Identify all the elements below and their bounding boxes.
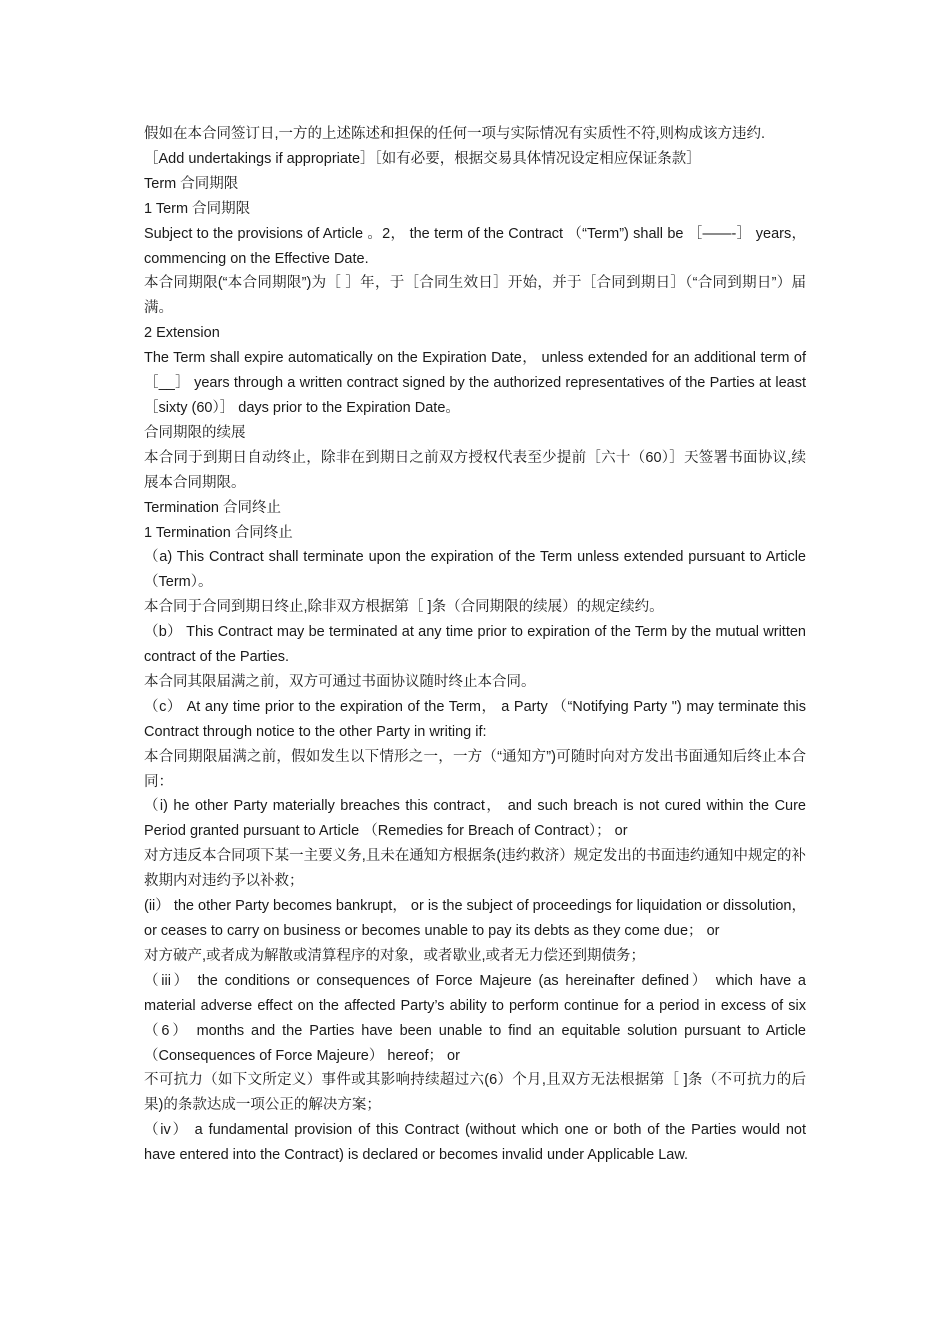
clause-ii-en: (ii） the other Party becomes bankrupt， or is the subject of proceedings for liquidation or dissolution， or ceases to carry on business or becomes unable to pay its debts as they come due； or [144,898,806,939]
clause-iii-en: （iii） the conditions or consequences of Force Majeure (as hereinafter defined） which have a material adverse effect on the affected Party’s ability to perform continue for a period in excess of six （6） months and the Parties have been unable to find an equitable solution pursuant to Article （Consequences of Force Majeure） hereof； or [144,972,806,1064]
heading-term: Term 合同期限 [144,175,239,192]
paragraph-term-zh: 本合同期限(“本合同期限”)为［ ］年，于［合同生效日］开始，并于［合同到期日］（“合同到期日”）届满。 [144,275,806,317]
subheading-extension: 2 Extension [144,325,220,342]
paragraph-add-undertakings: ［Add undertakings if appropriate］［如有必要，根据交易具体情况设定相应保证条款］ [144,150,701,167]
paragraph-extension-zh: 本合同于到期日自动终止，除非在到期日之前双方授权代表至少提前［六十（60）］天签署书面协议,续展本合同期限。 [144,449,806,491]
clause-ii-zh: 对方破产,或者成为解散或清算程序的对象，或者歇业,或者无力偿还到期债务； [144,947,646,964]
clause-b-zh: 本合同其限届满之前，双方可通过书面协议随时终止本合同。 [144,673,536,690]
document-body [144,122,806,1168]
clause-b-en: （b） This Contract may be terminated at any time prior to expiration of the Term by the mutual written contract of the Parties. [144,624,806,666]
subheading-term: 1 Term 合同期限 [144,200,251,217]
clause-a-en: （a) This Contract shall terminate upon the expiration of the Term unless extended pursuant to Article （Term）。 [144,549,806,591]
heading-termination: Termination 合同终止 [144,499,281,516]
clause-c-zh: 本合同期限届满之前，假如发生以下情形之一，一方（“通知方”)可随时向对方发出书面通知后终止本合同： [144,748,806,790]
clause-i-en: （i) he other Party materially breaches this contract， and such breach is not cured within the Cure Period granted pursuant to Article （Remedies for Breach of Contract）； or [144,798,806,840]
paragraph-breach-of-warranty: 假如在本合同签订日,一方的上述陈述和担保的任何一项与实际情况有实质性不符,则构成该方违约. [144,126,766,142]
subheading-termination: 1 Termination 合同终止 [144,524,293,541]
clause-a-zh: 本合同于合同到期日终止,除非双方根据第［ ]条（合同期限的续展）的规定续约。 [144,599,664,616]
subheading-extension-zh: 合同期限的续展 [144,424,246,441]
clause-iv-en: （iv） a fundamental provision of this Contract (without which one or both of the Parties would not have entered into the Contract) is declared or becomes invalid under Applicable Law. [144,1122,806,1164]
clause-i-zh: 对方违反本合同项下某一主要义务,且未在通知方根据条(违约救济）规定发出的书面违约通知中规定的补救期内对违约予以补救； [144,848,806,890]
clause-c-en: （c） At any time prior to the expiration of the Term， a Party （“Notifying Party ") may terminate this Contract through notice to the other Party in writing if: [144,698,806,740]
paragraph-extension-en: The Term shall expire automatically on the Expiration Date， unless extended for an additional term of ［__］ years through a written contract signed by the authorized representatives of the Parties at least ［sixty (60）］ days prior to the Expiration Date。 [144,350,806,416]
clause-iii-zh: 不可抗力（如下文所定义）事件或其影响持续超过六(6）个月,且双方无法根据第［ ]条（不可抗力的后果)的条款达成一项公正的解决方案； [144,1072,806,1114]
paragraph-term-en: Subject to the provisions of Article 。2， the term of the Contract （“Term”) shall be ［——-］ years， commencing on the Effective Date. [144,225,806,267]
